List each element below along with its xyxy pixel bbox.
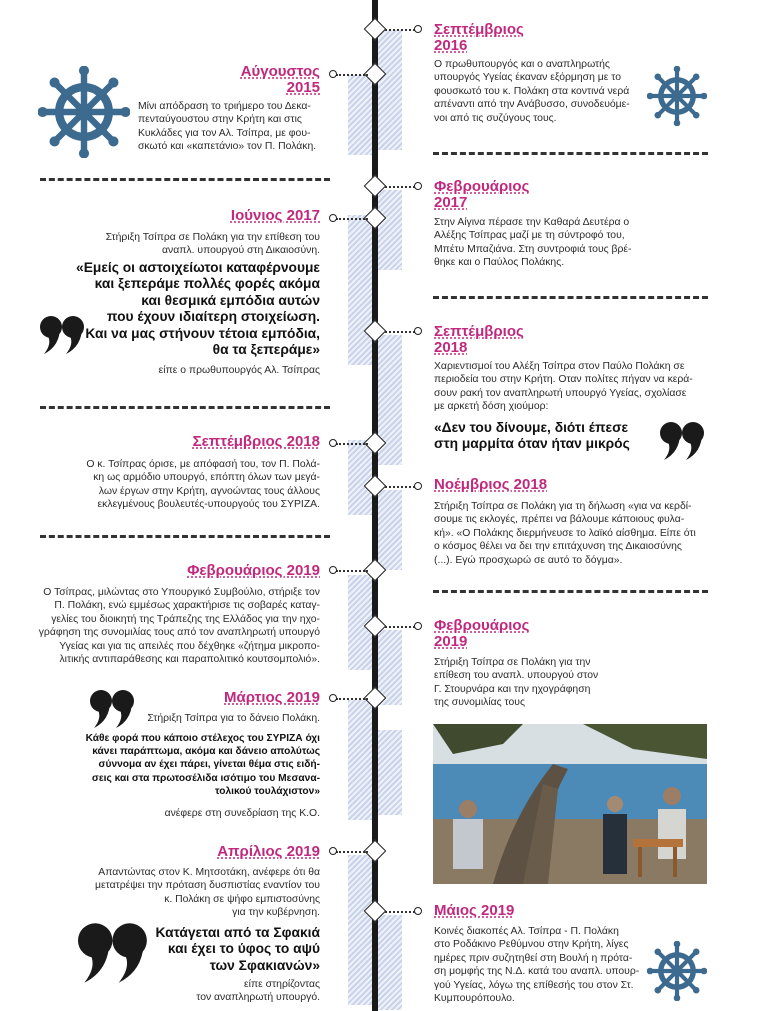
connector-dot xyxy=(414,327,422,335)
quote-line: και ξεπεράμε πολλές φορές ακόμα xyxy=(94,276,320,292)
text-line: γράφηση της συνομιλίας τους από τον αναπληρωτή υπουργό xyxy=(38,627,320,639)
timeline-band xyxy=(378,490,402,570)
quote-line: και θεσμικά εμπόδια αυτών xyxy=(141,292,320,308)
entry-title-feb-2019: Φεβρουάριος 2019 xyxy=(187,562,320,579)
entry-title-year: 2016 xyxy=(434,37,468,54)
connector-dot xyxy=(329,847,337,855)
timeline-band xyxy=(348,855,372,1005)
ship-wheel-icon xyxy=(38,66,130,158)
entry-title-apr-2019: Απρίλιος 2019 xyxy=(217,843,320,860)
separator xyxy=(433,590,708,593)
attribution-jun-2017: είπε ο πρωθυπουργός Αλ. Τσίπρας xyxy=(158,365,320,376)
text-line: ο κόσμος θέλει να δει την επιτάχυνση της Δικαιοσύνης xyxy=(434,541,682,553)
text-line: φουσκωτό του κ. Πολάκη στα κοντινά νερά xyxy=(434,85,630,97)
entry-title-month: Φεβρουάριος xyxy=(434,178,530,195)
quote-line: στη μαρμίτα όταν ήταν μικρός xyxy=(434,436,630,452)
text-line: Ο κ. Τσίπρας όρισε, με απόφασή του, τον Π. Πολά- xyxy=(86,459,320,470)
connector-line xyxy=(336,851,368,853)
connector-dot xyxy=(414,907,422,915)
connector-line xyxy=(385,29,415,31)
text-line: θηκε και ο Παύλος Πολάκης. xyxy=(434,257,565,269)
ship-wheel-icon xyxy=(647,941,707,1001)
timeline-band xyxy=(348,440,372,515)
text-line: με αρκετή δόση χιούμορ: xyxy=(434,401,549,413)
entry-title-sep-2016 xyxy=(434,22,524,54)
connector-line xyxy=(385,331,415,333)
photo-scene xyxy=(433,724,707,884)
text-line: Μίνι απόδραση το τριήμερο του Δεκα- xyxy=(138,101,311,112)
entry-title-year: 2015 xyxy=(286,79,320,96)
quote-line: σεις και στα πρωτοσέλιδα ισότιμο του Μεσανα- xyxy=(91,772,320,784)
entry-text-mar-2019: Στήριξη Τσίπρα για το δάνειο Πολάκη. xyxy=(147,713,320,724)
entry-text-sep-2018-left xyxy=(60,458,320,512)
text-line: σουμε τις εκλογές, πρέπει να βάλουμε κάποιους φυλα- xyxy=(434,514,685,526)
text-line: περιοδεία του στην Κρήτη. Οταν πολίτες πήγαν να κερά- xyxy=(434,374,693,386)
text-line: Στήριξη Τσίπρα σε Πολάκη για την επίθεση του xyxy=(105,232,320,243)
connector-dot xyxy=(329,439,337,447)
timeline-band xyxy=(348,700,372,820)
text-line: Στην Αίγινα πέρασε την Καθαρά Δευτέρα ο xyxy=(434,217,630,228)
connector-dot xyxy=(329,694,337,702)
text-line: Μπέτυ Μπαζιάνα. Στη συντροφιά τους βρέ- xyxy=(434,243,632,255)
text-line: απέναντι από την Ανάβυσσο, συνοδευόμε- xyxy=(434,99,630,111)
entry-text-feb-2019-right xyxy=(434,656,664,710)
text-line: Κοινές διακοπές Αλ. Τσίπρα - Π. Πολάκη xyxy=(434,926,619,937)
text-line: Αλέξης Τσίπρας μαζί με τη σύντροφό του, xyxy=(434,230,625,242)
entry-title-month: Φεβρουάριος xyxy=(434,617,530,634)
text-line: κη ως αρμόδιο υπουργό, επόπτη όλων των μεγά- xyxy=(93,472,320,484)
text-line: νοι από τις συζύγους τους. xyxy=(434,112,557,124)
quote-apr-2019 xyxy=(120,925,320,974)
attribution-apr-2019 xyxy=(120,978,320,1005)
connector-line xyxy=(385,911,415,913)
text-line: της συνομιλίας τους xyxy=(434,697,525,709)
text-line: Υγείας και για τις απειλές που δέχθηκε «ζήτημα μικροπο- xyxy=(59,640,320,652)
entry-title-month: Αύγουστος xyxy=(240,63,320,80)
entry-title-feb-2019-right xyxy=(434,618,529,650)
text-line: Ο πρωθυπουργός και ο αναπληρωτής xyxy=(434,59,610,70)
text-line: (...). Εγώ προσχωρώ σε αυτό το δόγμα». xyxy=(434,554,623,566)
entry-text-apr-2019 xyxy=(60,866,320,920)
text-line: Π. Πολάκη, ενώ εμμέσως χαρακτήρισε τις σοβαρές καταγ- xyxy=(54,600,320,612)
entry-title-year: 2018 xyxy=(434,339,468,356)
entry-text-may-2019 xyxy=(434,925,649,1005)
entry-title-may-2019: Μάιος 2019 xyxy=(434,902,515,919)
connector-dot xyxy=(414,182,422,190)
entry-title-sep-2018 xyxy=(434,324,524,356)
quote-line: θα τα ξεπεράμε» xyxy=(212,342,320,358)
text-line: Κυμπουρόπουλο. xyxy=(434,993,515,1005)
text-line: τον αναπληρωτή υπουργό. xyxy=(196,992,320,1004)
connector-dot xyxy=(414,482,422,490)
quote-line: «Εμείς οι αστοιχείωτοι καταφέρνουμε xyxy=(76,260,320,275)
quote-line: των Σφακιανών» xyxy=(209,957,320,973)
entry-title-sep-2018-left: Σεπτέμβριος 2018 xyxy=(192,433,320,450)
text-line: γελίες του διοικητή της Τράπεζης της Ελλάδος για την ηχο- xyxy=(51,613,320,625)
entry-text-aug-2015 xyxy=(138,100,323,154)
text-line: μετατρέψει την πρόταση δυσπιστίας εναντίον του xyxy=(95,880,320,892)
entry-title-feb-2017 xyxy=(434,179,529,211)
quote-icon xyxy=(40,314,86,356)
entry-title-year: 2019 xyxy=(434,633,468,650)
connector-line xyxy=(336,443,368,445)
text-line: στο Ροδάκινο Ρεθύμνου στην Κρήτη, λίγες xyxy=(434,939,629,951)
text-line: υπουργός Υγείας έκαναν εξόρμηση με το xyxy=(434,72,621,84)
separator xyxy=(40,535,330,538)
timeline-band xyxy=(378,915,402,1010)
entry-text-sep-2018 xyxy=(434,360,714,414)
timeline-band xyxy=(378,30,402,150)
entry-title-jun-2017: Ιούνιος 2017 xyxy=(230,207,320,224)
quote-icon xyxy=(78,920,150,986)
quote-line: και έχει το ύφος το αψύ xyxy=(167,941,320,957)
entry-text-nov-2018 xyxy=(434,500,724,567)
text-line: για την κυβέρνηση. xyxy=(232,907,320,919)
quote-line: κάνει παράπτωμα, ακόμα και δάνειο απολύτως xyxy=(92,746,320,758)
separator xyxy=(40,406,330,409)
connector-dot xyxy=(414,622,422,630)
separator xyxy=(40,178,330,181)
quote-line: τολικού τουλάχιστον» xyxy=(214,785,320,797)
connector-line xyxy=(336,218,368,220)
text-line: είπε στηρίζοντας xyxy=(244,979,320,990)
entry-title-mar-2019: Μάρτιος 2019 xyxy=(224,689,320,706)
connector-line xyxy=(385,626,415,628)
text-line: επίθεση του αναπλ. υπουργού στον xyxy=(434,670,599,682)
text-line: ημέρες πριν συζητηθεί στη Βουλή η πρότα- xyxy=(434,952,633,964)
quote-line: Και να μας στήνουν τέτοια εμπόδια, xyxy=(85,325,320,341)
text-line: ση μομφής της Ν.Δ. κατά του αναπλ. υπουρ- xyxy=(434,966,640,978)
timeline-band xyxy=(348,215,372,365)
entry-title-year: 2017 xyxy=(434,194,468,211)
connector-line xyxy=(336,698,368,700)
quote-icon xyxy=(660,420,706,462)
text-line: σουν ρακή τον αναπληρωτή υπουργό Υγείας, σχολίασε xyxy=(434,387,687,399)
quote-sep-2018 xyxy=(434,420,664,453)
quote-mar-2019 xyxy=(60,732,320,798)
timeline-band xyxy=(348,75,372,155)
quote-jun-2017 xyxy=(70,260,320,358)
connector-dot xyxy=(329,70,337,78)
text-line: γού Υγείας, λόγω της επίθεσής του στον Στ. xyxy=(434,979,634,991)
entry-title-month: Σεπτέμβριος xyxy=(434,21,524,38)
connector-dot xyxy=(414,25,422,33)
text-line: κή». «Ο Πολάκης διερμήνευσε το λαϊκό αίσθημα. Είπε ότι xyxy=(434,527,696,539)
text-line: κ. Πολάκη σε ψήφο εμπιστοσύνης xyxy=(164,893,320,905)
text-line: πενταύγουστου στην Κρήτη και στις xyxy=(138,114,302,126)
separator xyxy=(433,296,708,299)
attribution-mar-2019: ανέφερε στη συνεδρίαση της Κ.Ο. xyxy=(164,808,320,819)
quote-line: «Δεν του δίνουμε, διότι έπεσε xyxy=(434,420,629,435)
quote-line: σύννομα αν έχει πάρει, γίνεται θέμα στις ειδή- xyxy=(98,759,320,771)
text-line: σκωτό και «καπετάνιο» τον Π. Πολάκη. xyxy=(138,141,317,153)
connector-line xyxy=(385,186,415,188)
text-line: αναπλ. υπουργού στη Δικαιοσύνη. xyxy=(162,245,320,257)
text-line: Κυκλάδες για τον Αλ. Τσίπρα, με φου- xyxy=(138,127,311,139)
connector-dot xyxy=(329,214,337,222)
text-line: Στήριξη Τσίπρα σε Πολάκη για τη δήλωση «για να κερδί- xyxy=(434,501,692,512)
text-line: Ο Τσίπρας, μιλώντας στο Υπουργικό Συμβούλιο, στήριξε τον xyxy=(43,587,320,598)
text-line: Στήριξη Τσίπρα σε Πολάκη για την xyxy=(434,657,591,668)
entry-title-nov-2018: Νοέμβριος 2018 xyxy=(434,476,548,493)
ship-wheel-icon xyxy=(647,66,707,126)
entry-text-jun-2017 xyxy=(60,231,320,258)
entry-text-feb-2017 xyxy=(434,216,674,270)
text-line: λων έργων στην Κρήτη, αγνοώντας τους άλλους xyxy=(98,485,320,497)
connector-line xyxy=(336,570,368,572)
quote-icon xyxy=(90,688,136,730)
entry-text-feb-2019 xyxy=(20,586,320,666)
text-line: Απαντώντας στον Κ. Μητσοτάκη, ανέφερε ότι θα xyxy=(98,867,320,878)
entry-title-aug-2015 xyxy=(190,64,320,96)
text-line: λιτικής αντιπαράθεσης και παραπολιτικό κουτσομπολιό». xyxy=(59,654,320,666)
connector-line xyxy=(385,486,415,488)
text-line: εκλεγμένους βουλευτές-υπουργούς του ΣΥΡΙΖΑ. xyxy=(97,499,320,511)
timeline-band xyxy=(378,190,402,270)
text-line: Χαριεντισμοί του Αλέξη Τσίπρα στον Παύλο Πολάκη σε xyxy=(434,361,685,372)
quote-line: Κάθε φορά που κάποιο στέλεχος του ΣΥΡΙΖΑ όχι xyxy=(85,733,320,744)
connector-line xyxy=(336,74,368,76)
entry-text-sep-2016 xyxy=(434,58,649,125)
text-line: Γ. Στουρνάρα και την ηχογράφηση xyxy=(434,683,591,695)
timeline-band xyxy=(378,730,402,815)
separator xyxy=(433,152,708,155)
quote-line: που έχουν ιδιαίτερη στοιχείωση. xyxy=(106,309,320,325)
connector-dot xyxy=(329,566,337,574)
vacation-photo xyxy=(433,724,707,884)
entry-title-month: Σεπτέμβριος xyxy=(434,323,524,340)
quote-line: Κατάγεται από τα Σφακιά xyxy=(155,925,320,940)
